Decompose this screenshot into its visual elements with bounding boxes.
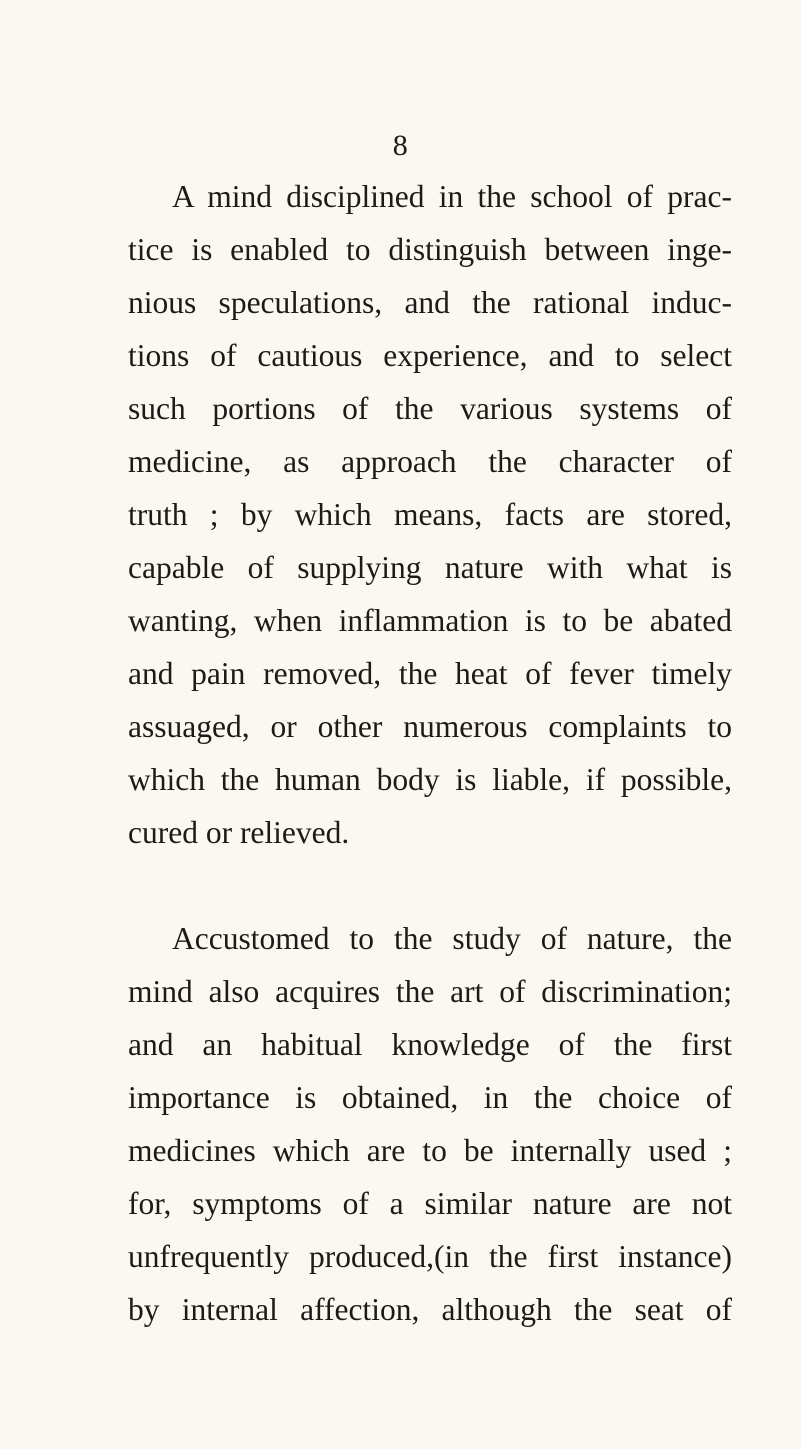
page-number: 8 (392, 129, 409, 162)
text-line: tions of cautious experience, and to select (128, 338, 732, 373)
text-line: which the human body is liable, if possible, (128, 762, 732, 797)
text-line: for, symptoms of a similar nature are not (128, 1186, 732, 1221)
text-line: unfrequently produced,(in the first instance) (128, 1239, 732, 1274)
text-line: medicines which are to be internally used ; (128, 1133, 732, 1168)
text-line: A mind disciplined in the school of prac- (172, 179, 732, 214)
text-line: assuaged, or other numerous complaints to (128, 709, 732, 744)
text-line: nious speculations, and the rational induc- (128, 285, 732, 320)
text-line: medicine, as approach the character of (128, 444, 732, 479)
text-line: and an habitual knowledge of the first (128, 1027, 732, 1062)
text-line: by internal affection, although the seat of (128, 1292, 732, 1327)
text-line: and pain removed, the heat of fever timely (128, 656, 732, 691)
text-line: tice is enabled to distinguish between inge- (128, 232, 732, 267)
text-line: wanting, when inflammation is to be abated (128, 603, 732, 638)
text-line: cured or relieved. (128, 815, 350, 850)
text-line: mind also acquires the art of discrimination; (128, 974, 732, 1009)
text-line: importance is obtained, in the choice of (128, 1080, 732, 1115)
text-line: capable of supplying nature with what is (128, 550, 732, 585)
text-line: Accustomed to the study of nature, the (172, 921, 732, 956)
text-line: such portions of the various systems of (128, 391, 732, 426)
text-line: truth ; by which means, facts are stored, (128, 497, 732, 532)
